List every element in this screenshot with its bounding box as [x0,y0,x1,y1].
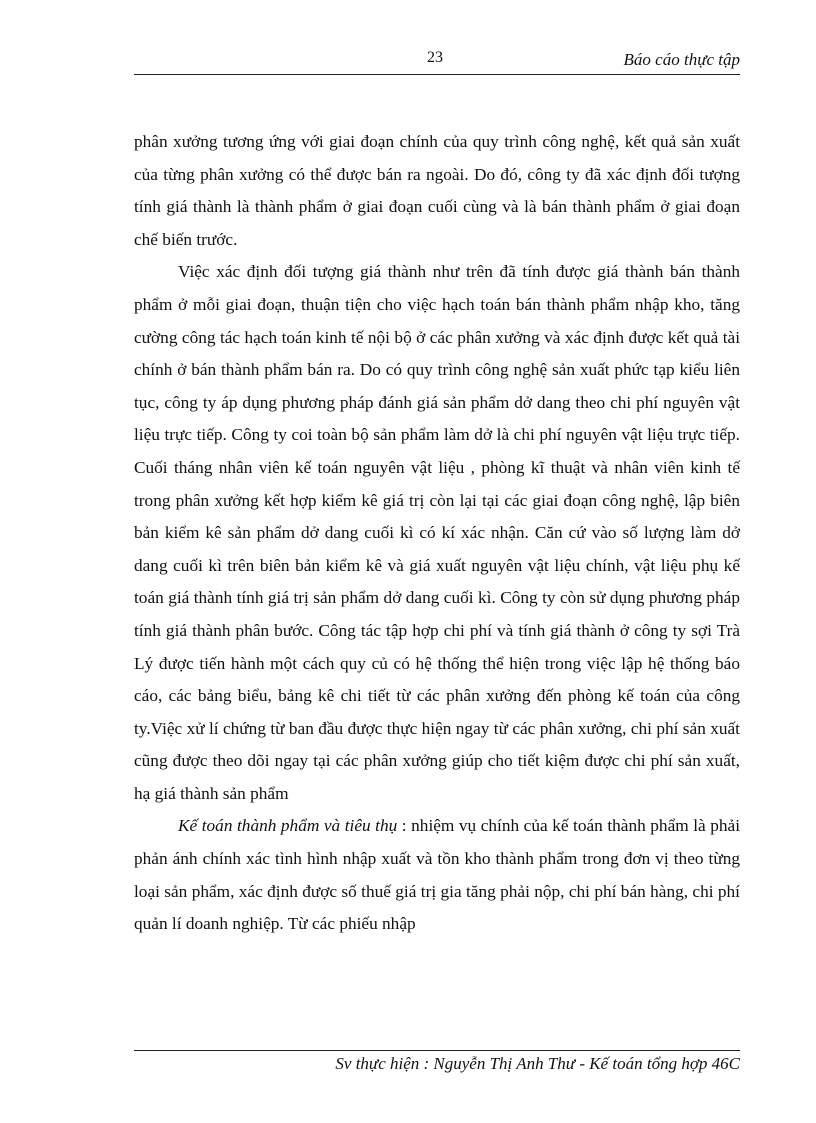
header-divider [134,74,740,75]
paragraph-continuation [134,126,740,256]
paragraph-text: phân xưởng tương ứng với giai đoạn chính của quy trình công nghệ, kết quả sản xuất của từng phân xưởng có thể được bán ra ngoài. Do đó, công ty đã xác định đối tượng tính giá thành là thành phẩm ở giai đoạn cuối cùng và là bán thành phẩm ở giai đoạn chế biến trước. [134,132,740,249]
paragraph-text: : nhiệm vụ chính của kế toán thành phẩm là phải phản ánh chính xác tình hình nhập xuất và tồn kho thành phẩm trong đơn vị theo từng loại sản phẩm, xác định được số thuế giá trị gia tăng phải nộp, chi phí bán hàng, chi phí quản lí doanh nghiệp. Từ các phiếu nhập [134,816,740,934]
page-number: 23 [427,49,443,66]
body-text [134,126,740,941]
header-title: Báo cáo thực tập [623,50,740,69]
footer-divider [134,1050,740,1051]
footer-author: Sv thực hiện : Nguyễn Thị Anh Thư - Kế toán tổng hợp 46C [335,1054,740,1073]
paragraph-finished-goods [134,810,740,940]
paragraph-text: Việc xác định đối tượng giá thành như trên đã tính được giá thành bán thành phẩm ở mỗi giai đoạn, thuận tiện cho việc hạch toán bán thành phẩm nhập kho, tăng cường công tác hạch toán kinh tế nội bộ ở các phân xưởng và xác định được kết quả tài chính ở bán thành phẩm bán ra. Do có quy trình công nghệ sản xuất phức tạp kiểu liên tục, công ty áp dụng phương pháp đánh giá sản phẩm dở dang theo chi phí nguyên vật liệu trực tiếp. Công ty coi toàn bộ sản phẩm làm dở là chi phí nguyên vật liệu trực tiếp. Cuối tháng nhân viên kế toán nguyên vật liệu , phòng kĩ thuật và nhân viên kinh tế trong phân xưởng kết hợp kiểm kê giá trị còn lại tại các giai đoạn công nghệ, lập biên bản kiểm kê sản phẩm dở dang cuối kì có kí xác nhận. Căn cứ vào số lượng làm dở dang cuối kì trên biên bản kiểm kê và giá xuất nguyên vật liệu chính, vật liệu phụ kế toán giá thành tính giá trị sản phẩm dở dang cuối kì. Công ty còn sử dụng phương pháp tính giá thành phân bước. Công tác tập hợp chi phí và tính giá thành ở công ty sợi Trà Lý được tiến hành một cách quy củ có hệ thống thể hiện trong việc lập hệ thống báo cáo, các bảng biểu, bảng kê chi tiết từ các phân xưởng đến phòng kế toán của công ty.Việc xử lí chứng từ ban đầu được thực hiện ngay từ các phân xưởng, chi phí sản xuất cũng được theo dõi ngay tại các phân xưởng giúp cho tiết kiệm được chi phí sản xuất, hạ giá thành sản phẩm [134,262,740,803]
paragraph-lead-heading: Kế toán thành phẩm và tiêu thụ [178,816,398,836]
paragraph-cost-object [134,256,740,810]
page-header [134,44,740,74]
